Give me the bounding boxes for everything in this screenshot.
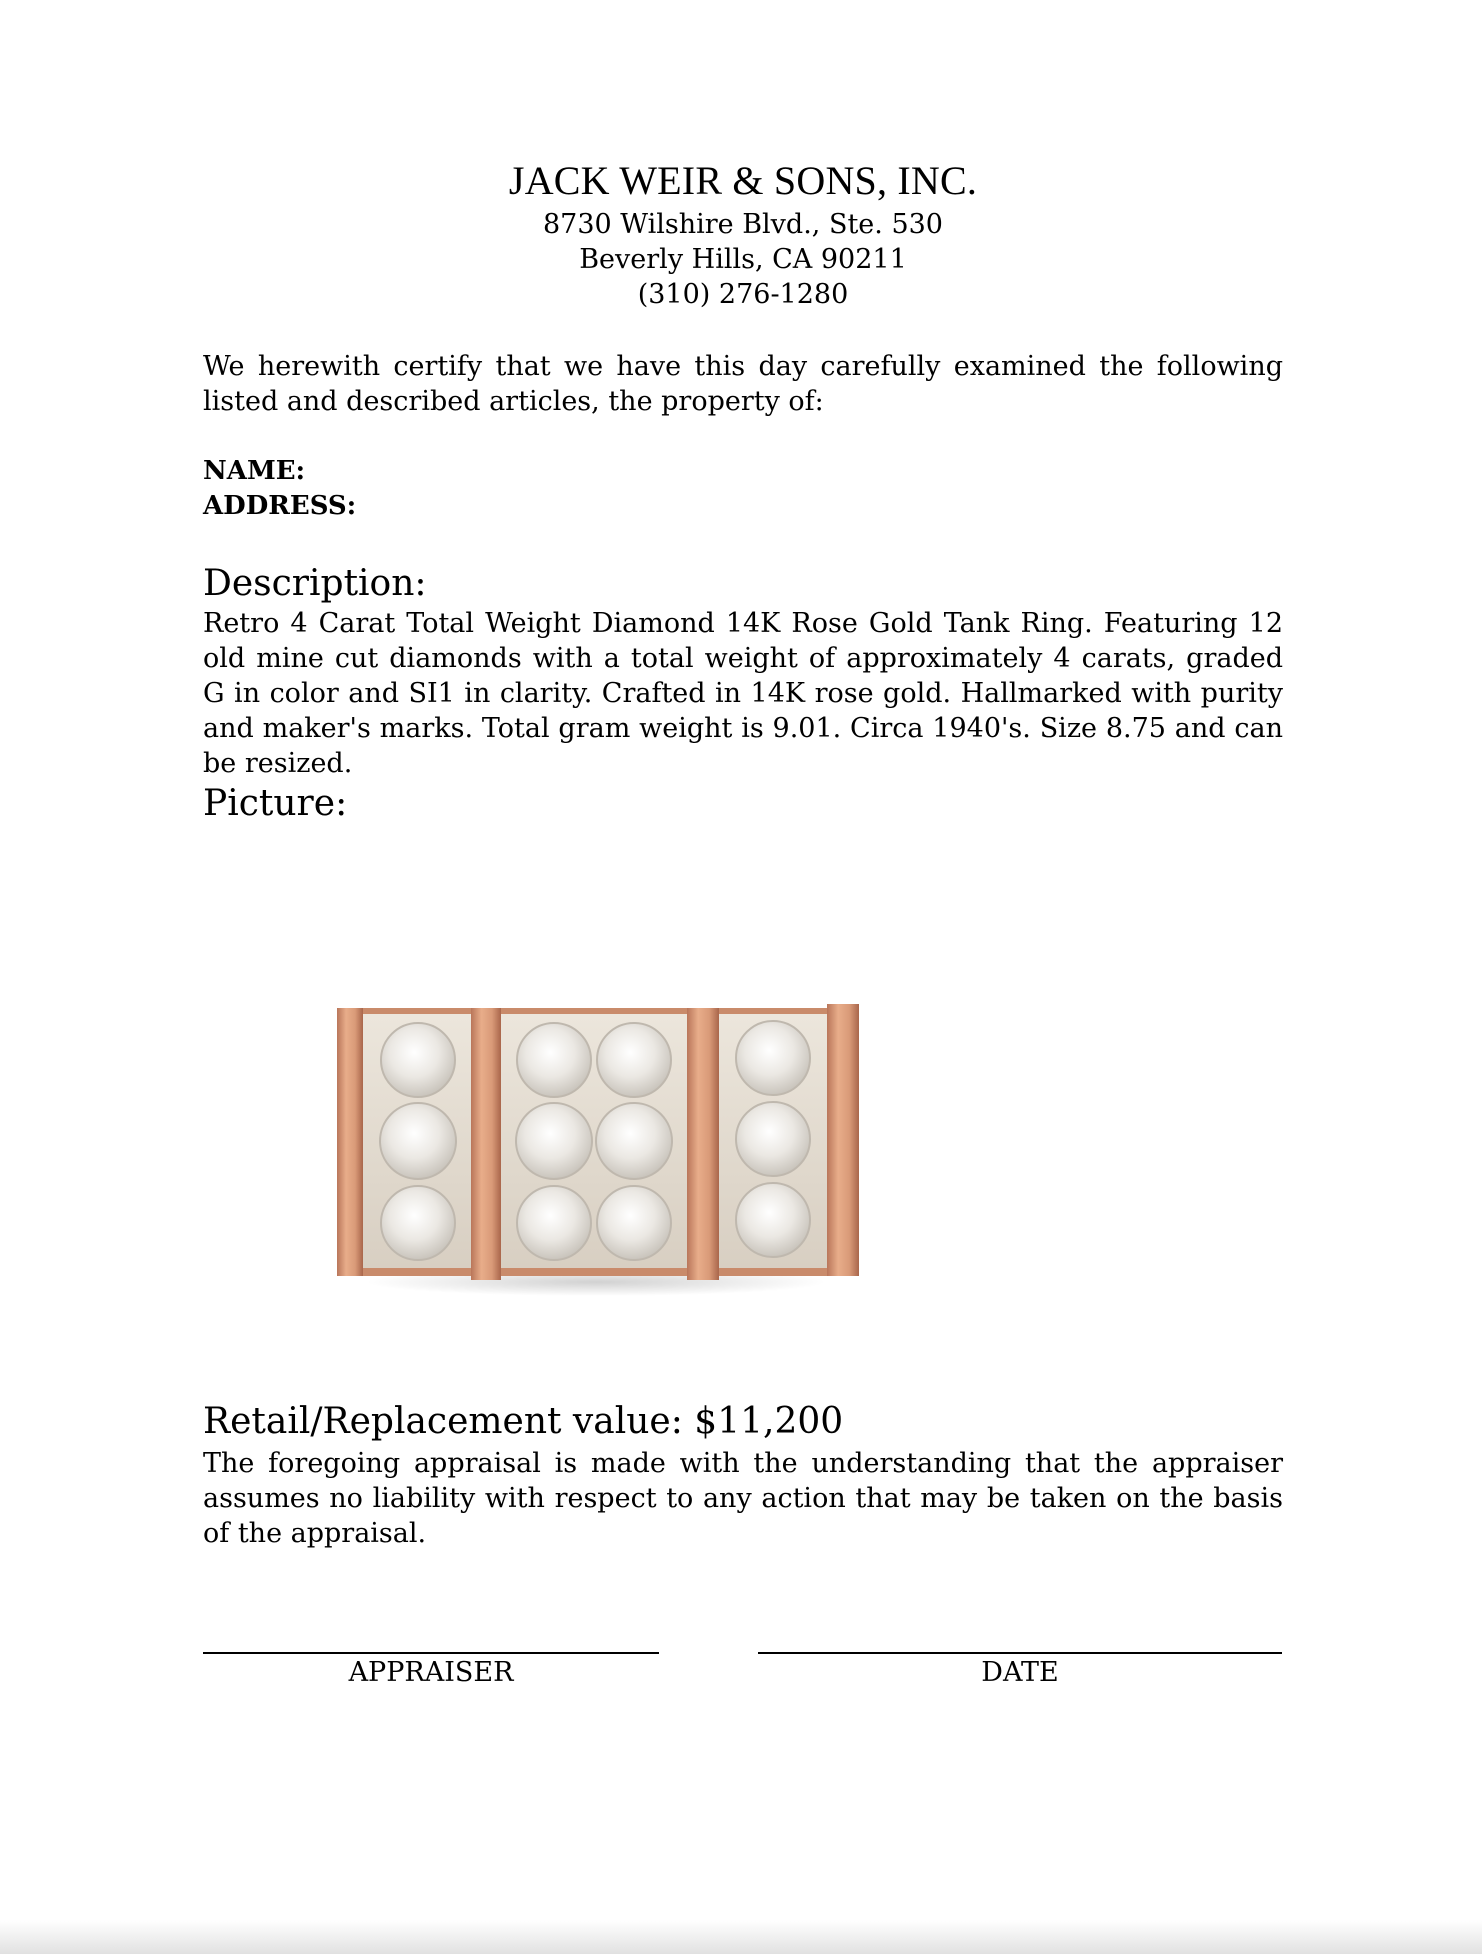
appraiser-label: APPRAISER (348, 1657, 514, 1688)
ring-illustration (333, 1000, 859, 1300)
diamond (380, 1103, 456, 1179)
diamond (381, 1023, 455, 1097)
picture-heading: Picture: (203, 783, 348, 824)
diamond (597, 1023, 671, 1097)
appraisal-disclaimer: The foregoing appraisal is made with the understanding that the appraiser assumes no liability with respect to any action that may be taken on the basis of the appraisal. (203, 1448, 1283, 1549)
diamond (381, 1186, 455, 1260)
company-street-address: 8730 Wilshire Blvd., Ste. 530 (543, 209, 943, 240)
date-signature-line (758, 1652, 1282, 1654)
owner-address-label: ADDRESS: (203, 491, 357, 521)
ring-photo (333, 1000, 859, 1300)
rose-gold-bar (827, 1004, 859, 1276)
company-city-state-zip: Beverly Hills, CA 90211 (579, 244, 907, 275)
owner-name-label: NAME: (203, 456, 306, 486)
diamond (736, 1183, 810, 1257)
diamond (517, 1186, 591, 1260)
replacement-value: Retail/Replacement value: $11,200 (203, 1401, 844, 1442)
item-description: Retro 4 Carat Total Weight Diamond 14K Rose Gold Tank Ring. Featuring 12 old mine cut diamonds with a total weight of approximately 4 carats, graded G in color and SI1 in clarity. Crafted in 14K rose gold. Hallmarked with purity and maker's marks. Total gram weight is 9.01. Circa 1940's. Size 8.75 and can be resized. (203, 608, 1283, 779)
date-label: DATE (981, 1657, 1059, 1688)
diamond (597, 1186, 671, 1260)
diamond (736, 1102, 810, 1176)
rose-gold-bar (471, 1008, 501, 1280)
rose-gold-bar (337, 1008, 363, 1276)
company-phone: (310) 276-1280 (637, 279, 849, 310)
page-bottom-shadow (0, 1920, 1482, 1954)
diamond (516, 1103, 592, 1179)
appraiser-signature-line (203, 1652, 659, 1654)
diamond (736, 1021, 810, 1095)
company-name: JACK WEIR & SONS, INC. (508, 158, 978, 203)
rose-gold-bar (687, 1008, 719, 1280)
certification-statement: We herewith certify that we have this day carefully examined the following listed and described articles, the property of: (203, 351, 1283, 417)
diamond (517, 1023, 591, 1097)
diamond (596, 1103, 672, 1179)
description-heading: Description: (203, 563, 427, 604)
